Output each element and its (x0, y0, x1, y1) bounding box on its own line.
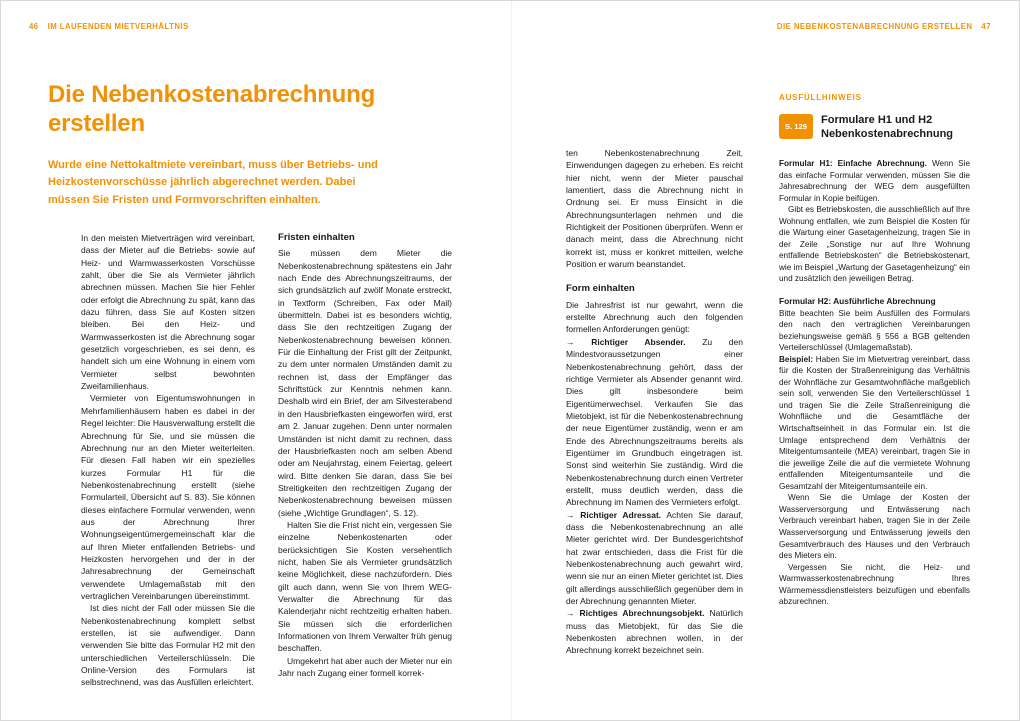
page-title (48, 81, 375, 138)
paragraph: Halten Sie die Frist nicht ein, vergessen Sie einzelne Nebenkostenarten oder berücksichtigen Sie Kosten versehentlich nicht, haben Sie als Vermieter grundsätzlich keine Möglichkeit, diese nachzufordern. Dies gilt auch dann, wenn Sie von Ihrem WEG-Verwalter die Abrechnung für das Kalenderjahr nicht rechtzeitig erhalten haben. Sie müssen sich die erforderlichen Informationen von Ihrem Verwalter früh genug beschaffen. (278, 519, 452, 654)
run-in-text: Haben Sie im Mietvertrag vereinbart, dass für die Kosten der Straßenreinigung das Verhältnis der Wohnfläche zur Gesamtwohnfläche maßgeblich sein soll, verwenden Sie den Verteilerschlüssel 1 und tragen Sie die Zeile Straßenreinigung die Wohnfläche und die Gesamtfläche der Wirtschaftseinheit in das Formular ein. Ist die Umlage entsprechend dem Verhältnis der Miteigentumsanteile (MEA) vereinbart, tragen Sie in die jeweilige Zeile die auf die vermietete Wohnung entfallenden Miteigentumsanteile und die Gesamtzahl der Miteigentumsanteile ein. (779, 354, 970, 491)
paragraph: Vergessen Sie nicht, die Heiz- und Warmwasserkostenabrechnung Ihres Wärmemessdienstleisters beizufügen und ebenfalls abzurechnen. (779, 562, 970, 607)
column-3 (566, 147, 743, 657)
paragraph: Sie müssen dem Mieter die Nebenkostenabrechnung spätestens ein Jahr nach Ende des Abrechnungszeitraums, der sich grundsätzlich auf zwölf Monate erstreckt, in Textform (Schreiben, Fax oder Mail) übermitteln. Dabei ist es besonders wichtig, dass Sie den rechtzeitigen Zugang der Nebenkostenabrechnung beweisen können. Für die Einhaltung der Frist gilt der Zeitpunkt, zu dem unter normalen Umständen damit zu rechnen ist, dass der Empfänger das Schriftstück zur Kenntnis nehmen kann. Deshalb wird ein Brief, der am Silvesterabend in den Hausbriefkasten eingeworfen wird, erst am 2. Januar zugehen. Denn unter normalen Umständen ist nicht damit zu rechnen, dass der Hausbriefkasten noch am selben Abend oder am Neujahrstag, einem Feiertag, geleert wird. Bitte denken Sie daran, dass Sie bei Streitigkeiten den rechtzeitigen Zugang der Nebenkostenabrechnung beweisen müssen (siehe „Wichtige Grundlagen“, S. 12). (278, 248, 452, 518)
folio-left: 46 (29, 22, 39, 31)
paragraph: Wenn Sie die Umlage der Kosten der Wasserversorgung und Entwässerung nach Verbrauch vereinbart haben, tragen Sie in der Zeile Wasserversorgung und Entwässerung jeweils den Gesamtverbrauch des Hauses und den Verbrauch des Mieters ein. (779, 493, 970, 561)
bullet-text: Achten Sie darauf, dass die Nebenkostenabrechnung an alle Mieter gerichtet wird. Der Bundesgerichtshof hat zwar entschieden, dass die Frist für die Nebenkostenabrechnung auch gewahrt wird, wenn sie nur an einen Mieter gerichtet ist. Dies gilt allerdings ausschließlich gegenüber dem in der Abrechnung genannten Mieter. (566, 509, 743, 607)
run-in-label: Beispiel: (779, 354, 814, 364)
subheading-form: Form einhalten (566, 283, 635, 295)
paragraph: Gibt es Betriebskosten, die ausschließlich auf Ihre Wohnung entfallen, wie zum Beispiel die Kosten für die Wartung einer Gasetagenheizung, tragen Sie in der Zeile „Sonstige nur auf Ihre Wohnung entfallende Betriebskosten“ die Betriebskostenart, wie im Beispiel „Wartung der Gasetagenheizung“ ein und zusätzlich den jeweiligen Betrag. (779, 205, 970, 284)
paragraph: Bitte beachten Sie beim Ausfüllen des Formulars den nach den vertraglichen Vereinbarungen beziehungsweise gemäß § 556 a BGB geltenden Verteilerschlüssel (Umlagemaßstab). (779, 308, 970, 353)
run-in-text: Wenn Sie das einfache Formular verwenden, müssen Sie die Jahresabrechnung der WEG dem ausgefüllten Formular in Kopie beifügen. (779, 159, 970, 203)
paragraph (779, 158, 970, 204)
page-title-line2: erstellen (48, 109, 145, 137)
paragraph: Umgekehrt hat aber auch der Mieter nur ein Jahr nach Zugang einer formell korrek- (278, 655, 452, 679)
paragraph (779, 354, 970, 493)
paragraph: In den meisten Mietverträgen wird vereinbart, dass der Mieter auf die Betriebs- sowie auf Heiz- und Warmwasserkosten Vorschüsse zahlt, über die Sie als Vermieter jährlich abrechnen müssen. Machen Sie hier Fehler oder erfolgt die Abrechnung zu spät, kann das dazu führen, dass Sie auf Kosten sitzen bleiben. Bei den Heiz- und Warmwasserkosten ist die Abrechnung sogar gesetzlich vorgeschrieben, es sei denn, es handelt sich um eine Wohnung in einem vom Vermieter selbst bewohnten Zweifamilienhaus. (81, 233, 255, 392)
bullet-text: Zu den Mindestvoraussetzungen einer Nebenkostenabrechnung gehört, dass der richtige Vermieter als Absender genannt wird. Dies gilt insbesondere beim Eigentümerwechsel. Verkaufen Sie das Mietobjekt, ist für die Nebenkostenabrechnung der neue Eigentümer zuständig, wenn er am Ende des Abrechnungszeitraums bereits als Eigentümer im Grundbuch eingetragen ist. Sonst sind weiterhin Sie zuständig. Wird die Nebenkostenabrechnung durch einen Vertreter erstellt, muss deutlich werden, dass die Abrechnung im Namen des Vermieters erfolgt. (566, 336, 743, 508)
folio-right: 47 (981, 22, 991, 31)
running-head-left (29, 22, 189, 31)
sidebar-title: Formulare H1 und H2 Nebenkostenabrechnung (821, 114, 954, 140)
sidebar-subheading: Formular H2: Ausführliche Abrechnung (779, 296, 936, 307)
subheading-fristen: Fristen einhalten (278, 232, 355, 243)
sidebar-kicker: AUSFÜLLHINWEIS (779, 93, 862, 102)
paragraph: Vermieter von Eigentumswohnungen in Mehrfamilienhäusern haben es dabei in der Regel leichter: Die Hausverwaltung erstellt die Abrechnung für Sie, und sie müssen die Abrechnung nur an den Mieter weiterleiten. Für diesen Fall haben wir ein spezielles kurzes Formular H1 für die Nebenkostenabrechnung erstellt (siehe Formularteil, Übersicht auf S. 83). Sie können dieses einfachere Formular verwenden, wenn aus der Abrechnung Ihrer Wohnungseigentümergemeinschaft klar die auf Ihren Mieter entfallenden Betriebs- und Heizkosten hervorgehen und der in der Jahresabrechnung der Gemeinschaft verwendete Umlagemaßstab mit den vertraglichen Vereinbarungen übereinstimmt. (81, 393, 255, 601)
column-1 (81, 232, 255, 689)
bullet-item (566, 607, 743, 656)
paragraph: ten Nebenkostenabrechnung Zeit, Einwendungen dagegen zu erheben. Es reicht hier nicht, wenn der Mieter pauschal lamentiert, dass die Abrechnung nicht in Ordnung sei. Er muss Einsicht in die Abrechnungsunterlagen nehmen und die Richtigkeit der Positionen überprüfen. Wenn er danach meint, dass die Abrechnung nicht korrekt ist, muss er konkret mitteilen, welche Position er warum beanstandet. (566, 148, 743, 270)
lead-paragraph: Wurde eine Nettokaltmiete vereinbart, muss über Betriebs- und Heizkostenvorschüsse jährlich abgerechnet werden. Dabei müssen Sie Fristen und Formvorschriften einhalten. (48, 159, 378, 206)
running-head-right-text: DIE NEBENKOSTENABRECHNUNG ERSTELLEN (776, 22, 973, 31)
page-ref-badge: S. 129 (779, 114, 813, 139)
run-in-label: Formular H1: Einfache Abrechnung. (779, 159, 927, 168)
running-head-right (777, 22, 991, 31)
sidebar-body (779, 158, 970, 608)
page-gutter (511, 1, 512, 720)
bullet-label: → Richtiges Abrechnungsobjekt. (566, 608, 705, 619)
column-2 (278, 232, 452, 679)
sidebar-ausfuellhinweis (779, 93, 970, 608)
running-head-left-text: IM LAUFENDEN MIETVERHÄLTNIS (47, 22, 189, 31)
paragraph: Die Jahresfrist ist nur gewahrt, wenn die erstellte Abrechnung auch den folgenden formellen Anforderungen genügt: (566, 299, 743, 335)
bullet-label: → Richtiger Absender. (566, 336, 686, 347)
bullet-label: → Richtiger Adressat. (566, 509, 662, 520)
paragraph: Ist dies nicht der Fall oder müssen Sie die Nebenkostenabrechnung komplett selbst erstellen, ist sie aufwendiger. Dann verwenden Sie bitte das Formular H2 mit den unterschiedlichen Verteilerschlüsseln. Die Online-Version des Formulars ist selbstrechnend, was das Ausfüllen erleichtert. (81, 603, 255, 688)
page-title-line1: Die Nebenkostenabrechnung (48, 81, 376, 108)
sidebar-header (779, 114, 970, 141)
bullet-item (566, 336, 743, 509)
bullet-item (566, 509, 743, 608)
bullet-text: Natürlich muss das Mietobjekt, für das Sie die Nebenkosten abrechnen wollen, in der Abrechnung korrekt bezeichnet sein. (566, 608, 743, 656)
